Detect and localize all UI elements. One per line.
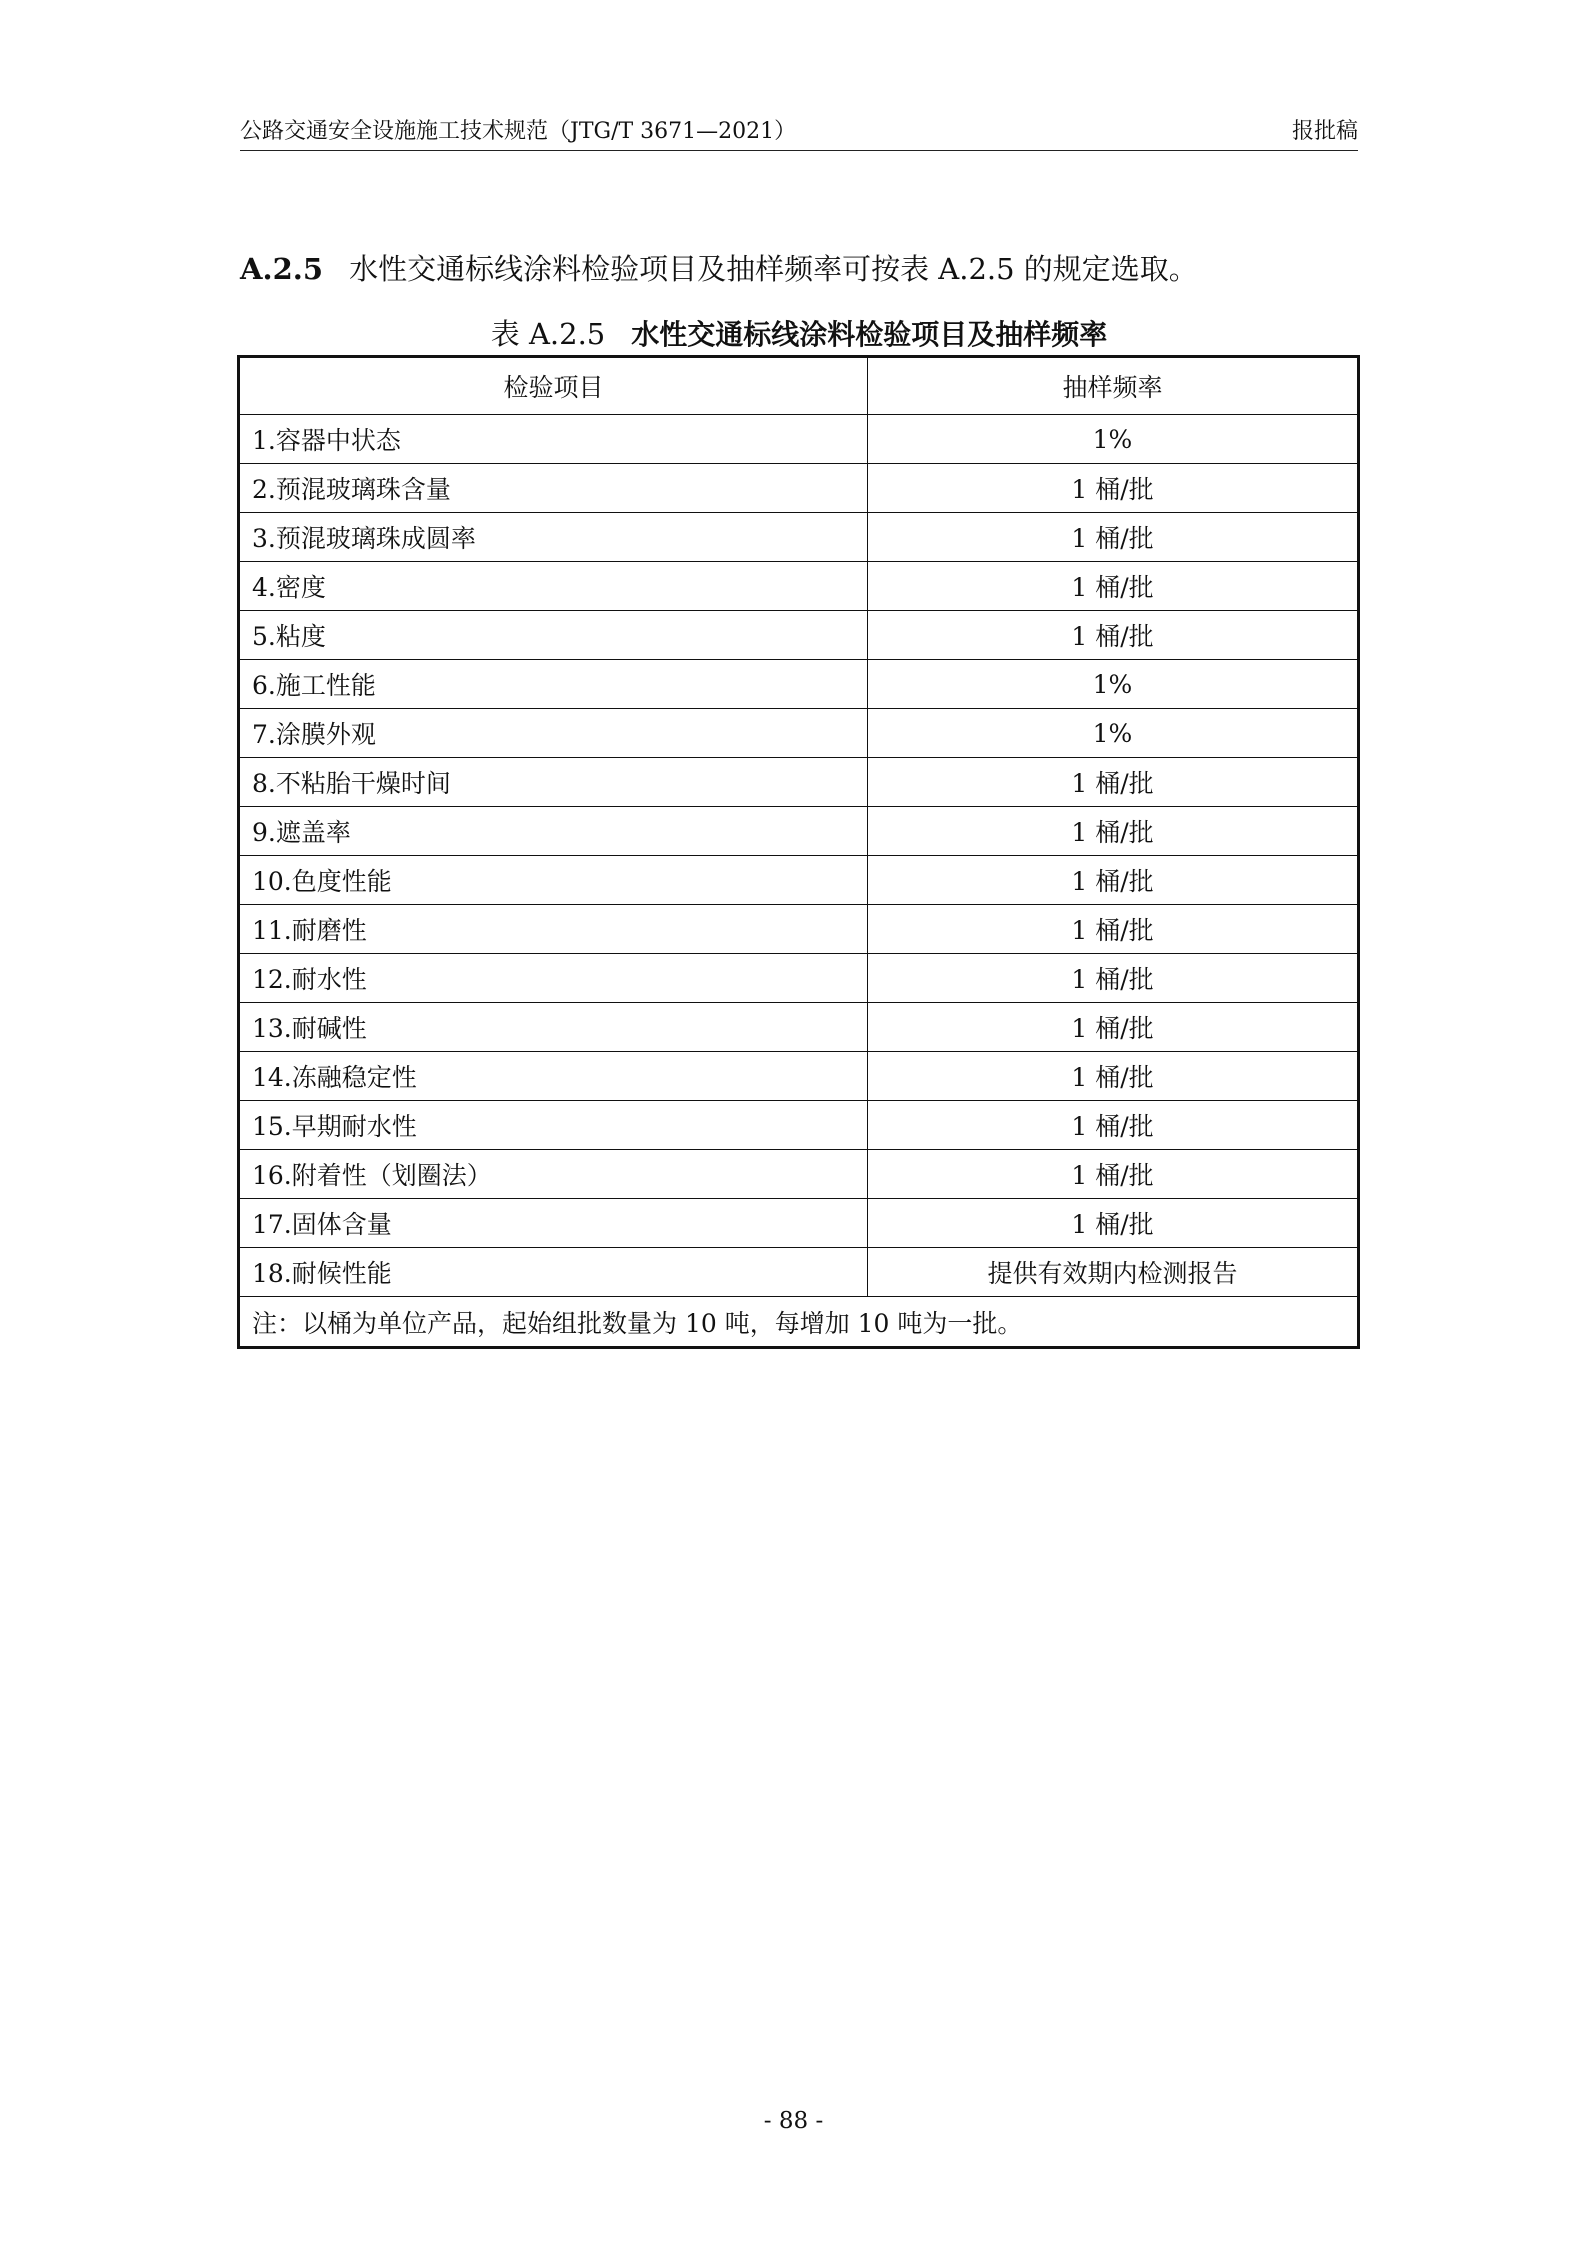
document-title: 公路交通安全设施施工技术规范（JTG/T 3671—2021） — [240, 119, 797, 144]
sampling-frequency: 1 桶/批 — [868, 1052, 1359, 1101]
section-paragraph — [240, 247, 1198, 288]
table-caption-label: 表 A.2.5 — [490, 317, 606, 351]
inspection-item: 14.冻融稳定性 — [239, 1052, 868, 1101]
header-inspection-item: 检验项目 — [239, 357, 868, 415]
table-caption-title: 水性交通标线涂料检验项目及抽样频率 — [631, 318, 1108, 351]
inspection-item: 13.耐碱性 — [239, 1003, 868, 1052]
sampling-frequency: 1 桶/批 — [868, 954, 1359, 1003]
table-row — [239, 562, 1359, 611]
section-number: A.2.5 — [240, 252, 324, 286]
sampling-frequency: 提供有效期内检测报告 — [868, 1248, 1359, 1297]
header-sampling-frequency: 抽样频率 — [868, 357, 1359, 415]
sampling-frequency: 1% — [868, 415, 1359, 464]
table-note: 注：以桶为单位产品，起始组批数量为 10 吨，每增加 10 吨为一批。 — [239, 1297, 1359, 1348]
sampling-frequency: 1% — [868, 660, 1359, 709]
sampling-frequency: 1 桶/批 — [868, 758, 1359, 807]
table-note-row — [239, 1297, 1359, 1348]
inspection-item: 5.粘度 — [239, 611, 868, 660]
sampling-frequency: 1 桶/批 — [868, 1199, 1359, 1248]
sampling-frequency: 1 桶/批 — [868, 856, 1359, 905]
table-row — [239, 856, 1359, 905]
table-row — [239, 513, 1359, 562]
table-row — [239, 415, 1359, 464]
sampling-frequency: 1 桶/批 — [868, 513, 1359, 562]
table-row — [239, 954, 1359, 1003]
inspection-item: 12.耐水性 — [239, 954, 868, 1003]
sampling-frequency: 1 桶/批 — [868, 611, 1359, 660]
inspection-item: 3.预混玻璃珠成圆率 — [239, 513, 868, 562]
inspection-item: 15.早期耐水性 — [239, 1101, 868, 1150]
inspection-item: 8.不粘胎干燥时间 — [239, 758, 868, 807]
sampling-frequency: 1 桶/批 — [868, 905, 1359, 954]
table-row — [239, 464, 1359, 513]
inspection-table — [237, 355, 1360, 1349]
inspection-item: 6.施工性能 — [239, 660, 868, 709]
inspection-item: 7.涂膜外观 — [239, 709, 868, 758]
table-caption — [240, 312, 1358, 353]
table-row — [239, 1052, 1359, 1101]
table-row — [239, 1101, 1359, 1150]
inspection-item: 10.色度性能 — [239, 856, 868, 905]
table-row — [239, 1003, 1359, 1052]
inspection-item: 18.耐候性能 — [239, 1248, 868, 1297]
section-text: 水性交通标线涂料检验项目及抽样频率可按表 A.2.5 的规定选取。 — [349, 252, 1198, 286]
inspection-item: 1.容器中状态 — [239, 415, 868, 464]
table-row — [239, 1150, 1359, 1199]
sampling-frequency: 1 桶/批 — [868, 807, 1359, 856]
sampling-frequency: 1 桶/批 — [868, 1101, 1359, 1150]
document-status: 报批稿 — [1291, 119, 1358, 144]
table-header-row — [239, 357, 1359, 415]
page-number: - 88 - — [763, 2108, 824, 2134]
inspection-item: 16.附着性（划圈法） — [239, 1150, 868, 1199]
sampling-frequency: 1% — [868, 709, 1359, 758]
sampling-frequency: 1 桶/批 — [868, 562, 1359, 611]
table-row — [239, 905, 1359, 954]
inspection-item: 2.预混玻璃珠含量 — [239, 464, 868, 513]
inspection-item: 17.固体含量 — [239, 1199, 868, 1248]
table-row — [239, 758, 1359, 807]
inspection-item: 9.遮盖率 — [239, 807, 868, 856]
page-header — [240, 112, 1358, 151]
table-row — [239, 709, 1359, 758]
table-row — [239, 660, 1359, 709]
sampling-frequency: 1 桶/批 — [868, 1150, 1359, 1199]
inspection-item: 4.密度 — [239, 562, 868, 611]
table-row — [239, 807, 1359, 856]
inspection-item: 11.耐磨性 — [239, 905, 868, 954]
table-row — [239, 1199, 1359, 1248]
table-row — [239, 611, 1359, 660]
sampling-frequency: 1 桶/批 — [868, 1003, 1359, 1052]
table-row — [239, 1248, 1359, 1297]
sampling-frequency: 1 桶/批 — [868, 464, 1359, 513]
